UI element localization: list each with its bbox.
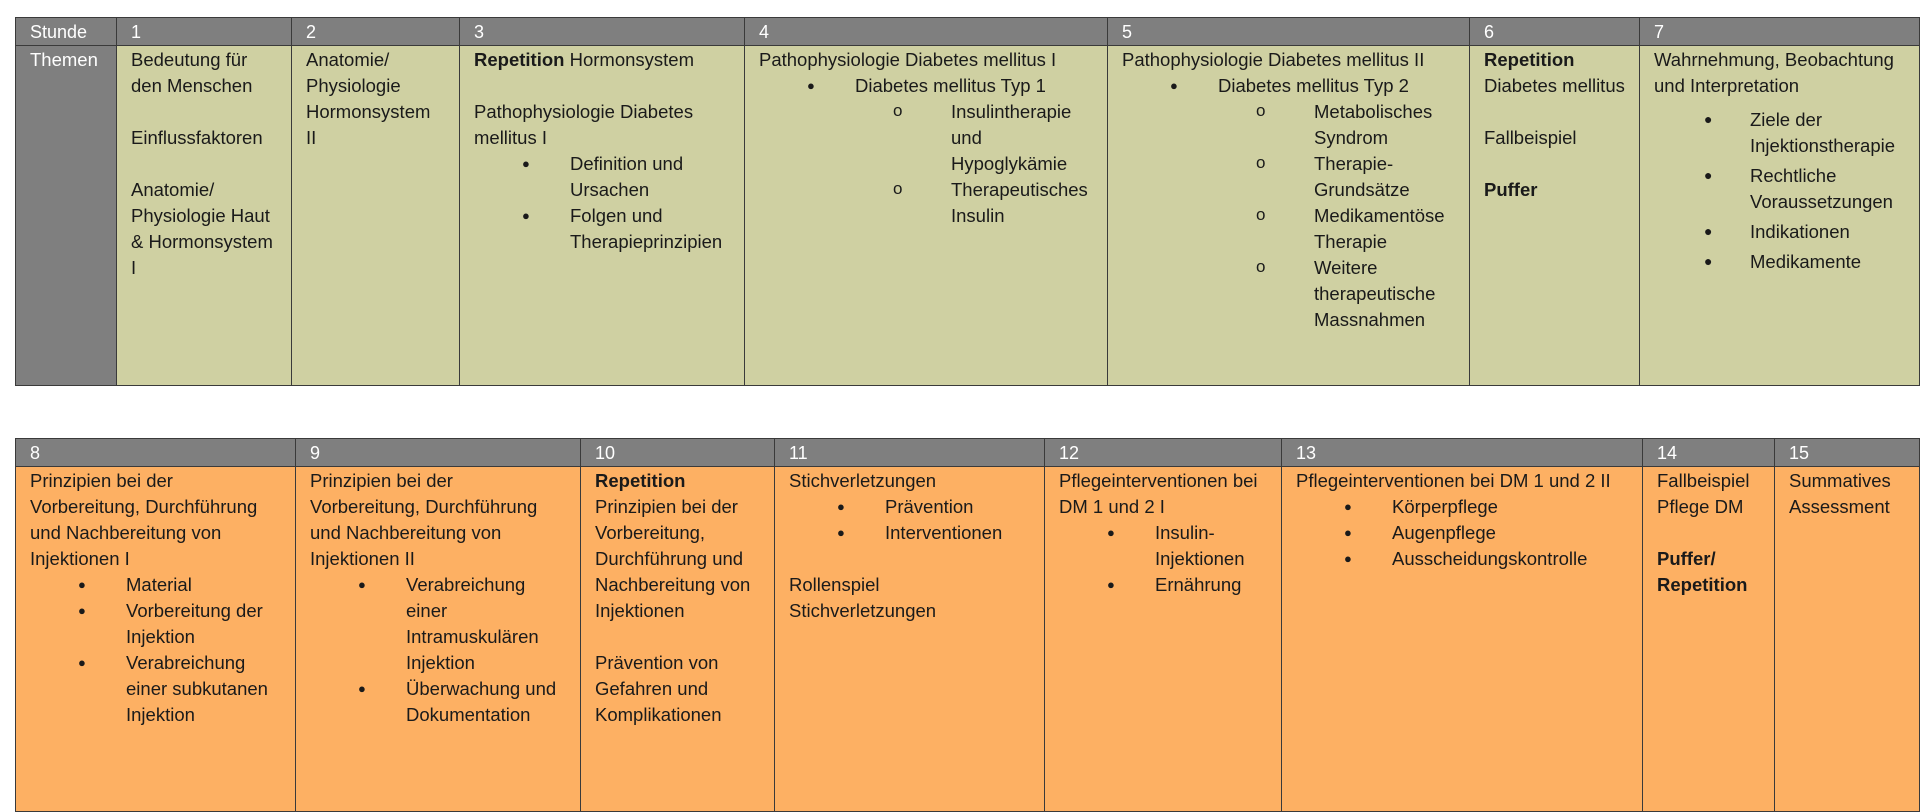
list-item: ● Material xyxy=(30,572,281,598)
list-item: ● Überwachung und Dokumentation xyxy=(310,676,566,728)
topic-text: Bedeutung für den Menschen xyxy=(131,49,253,96)
list-item: ● Ziele der Injektionstherapie xyxy=(1654,107,1905,159)
repetition-label: Repetition xyxy=(595,470,686,491)
topic-text: Anatomie/ Physiologie Haut & Hormonsystem I xyxy=(131,179,273,278)
hour-number: 7 xyxy=(1640,18,1920,46)
topic-text: Fallbeispiel xyxy=(1484,127,1577,148)
topic-cell xyxy=(1640,46,1920,386)
list-item: ● Folgen und Therapieprinzipien xyxy=(474,203,730,255)
hour-number: 14 xyxy=(1643,439,1775,467)
topic-cell xyxy=(296,467,581,812)
list-item: ● Prävention xyxy=(789,494,1030,520)
topic-cell xyxy=(745,46,1108,386)
hour-number: 9 xyxy=(296,439,581,467)
repetition-label: Repetition xyxy=(1484,49,1575,70)
list-item-label: Diabetes mellitus Typ 2 xyxy=(1218,75,1409,96)
topic-cell xyxy=(16,467,296,812)
repetition-label: Repetition xyxy=(474,49,565,70)
sub-list-item: o Metabolisches Syndrom xyxy=(1218,99,1455,151)
hour-number: 8 xyxy=(16,439,296,467)
hour-number: 12 xyxy=(1045,439,1282,467)
list-item: ● Ausscheidungskontrolle xyxy=(1296,546,1628,572)
hour-number: 3 xyxy=(460,18,745,46)
list-item: ● Augenpflege xyxy=(1296,520,1628,546)
header-row xyxy=(16,18,1920,46)
list-item: ● Rechtliche Voraussetzungen xyxy=(1654,163,1905,215)
topic-text: Pflegeinterventionen bei DM 1 und 2 II xyxy=(1296,470,1611,491)
topic-text: Pflegeinterventionen bei DM 1 und 2 I xyxy=(1059,470,1258,517)
list-item: ● Vorbereitung der Injektion xyxy=(30,598,281,650)
topic-text: Summatives Assessment xyxy=(1789,470,1891,517)
topic-text: Pathophysiologie Diabetes mellitus I xyxy=(474,101,694,148)
sub-list-item: o Therapie-Grundsätze xyxy=(1218,151,1455,203)
topic-text: Prinzipien bei der Vorbereitung, Durchführung und Nachbereitung von Injektionen II xyxy=(310,470,538,569)
sub-list-item: o Therapeutisches Insulin xyxy=(855,177,1093,229)
topic-cell xyxy=(460,46,745,386)
sub-list-item: o Insulintherapie und Hypoglykämie xyxy=(855,99,1093,177)
topic-text: Rollenspiel Stichverletzungen xyxy=(789,574,937,621)
list-item: ● Insulin-Injektionen xyxy=(1059,520,1267,572)
hour-number: 4 xyxy=(745,18,1108,46)
topic-text: Fallbeispiel Pflege DM xyxy=(1657,470,1750,517)
topic-cell xyxy=(1282,467,1643,812)
list-item-label: Diabetes mellitus Typ 1 xyxy=(855,75,1046,96)
hour-number: 1 xyxy=(117,18,292,46)
topic-text: Prävention von Gefahren und Komplikationen xyxy=(595,652,722,725)
topic-text: Stichverletzungen xyxy=(789,470,937,491)
header-row xyxy=(16,439,1920,467)
topic-text: Wahrnehmung, Beobachtung und Interpretation xyxy=(1654,49,1894,96)
topic-text: Hormonsystem xyxy=(564,49,694,70)
topic-cell xyxy=(775,467,1045,812)
topic-cell xyxy=(1470,46,1640,386)
topic-cell xyxy=(117,46,292,386)
hour-number: 15 xyxy=(1775,439,1920,467)
list-item: ● Medikamente xyxy=(1654,249,1905,275)
list-item: ● Indikationen xyxy=(1654,219,1905,245)
list-item xyxy=(1122,73,1455,333)
list-item: ● Verabreichung einer Intramuskulären Injektion xyxy=(310,572,566,676)
sub-list-item: o Weitere therapeutische Massnahmen xyxy=(1218,255,1455,333)
topic-cell xyxy=(1643,467,1775,812)
hour-number: 11 xyxy=(775,439,1045,467)
topic-cell xyxy=(1775,467,1920,812)
topic-text: Anatomie/ Physiologie Hormonsystem II xyxy=(306,49,431,148)
list-item: ● Körperpflege xyxy=(1296,494,1628,520)
topic-text: Pathophysiologie Diabetes mellitus II xyxy=(1122,49,1425,70)
schedule-table-2 xyxy=(15,438,1920,812)
hour-number: 6 xyxy=(1470,18,1640,46)
row-label: Themen xyxy=(16,46,117,386)
hour-number: 10 xyxy=(581,439,775,467)
topic-cell xyxy=(1108,46,1470,386)
puffer-label: Puffer/ Repetition xyxy=(1657,548,1748,595)
hour-number: 2 xyxy=(292,18,460,46)
puffer-label: Puffer xyxy=(1484,179,1538,200)
list-item xyxy=(759,73,1093,229)
topic-cell xyxy=(581,467,775,812)
topic-text: Prinzipien bei der Vorbereitung, Durchführung und Nachbereitung von Injektionen I xyxy=(30,470,258,569)
topics-row xyxy=(16,46,1920,386)
sub-list-item: o Medikamentöse Therapie xyxy=(1218,203,1455,255)
topic-text: Diabetes mellitus xyxy=(1484,75,1625,96)
list-item: ● Interventionen xyxy=(789,520,1030,546)
topic-text: Einflussfaktoren xyxy=(131,127,263,148)
list-item: ● Verabreichung einer subkutanen Injektion xyxy=(30,650,281,728)
topic-text: Pathophysiologie Diabetes mellitus I xyxy=(759,49,1057,70)
schedule-table-1 xyxy=(15,17,1920,386)
hour-number: 13 xyxy=(1282,439,1643,467)
list-item: ● Definition und Ursachen xyxy=(474,151,730,203)
list-item: ● Ernährung xyxy=(1059,572,1267,598)
topic-text: Prinzipien bei der Vorbereitung, Durchführung und Nachbereitung von Injektionen xyxy=(595,496,751,621)
topic-cell xyxy=(292,46,460,386)
topic-cell xyxy=(1045,467,1282,812)
topics-row xyxy=(16,467,1920,812)
hour-number: 5 xyxy=(1108,18,1470,46)
header-label: Stunde xyxy=(16,18,117,46)
